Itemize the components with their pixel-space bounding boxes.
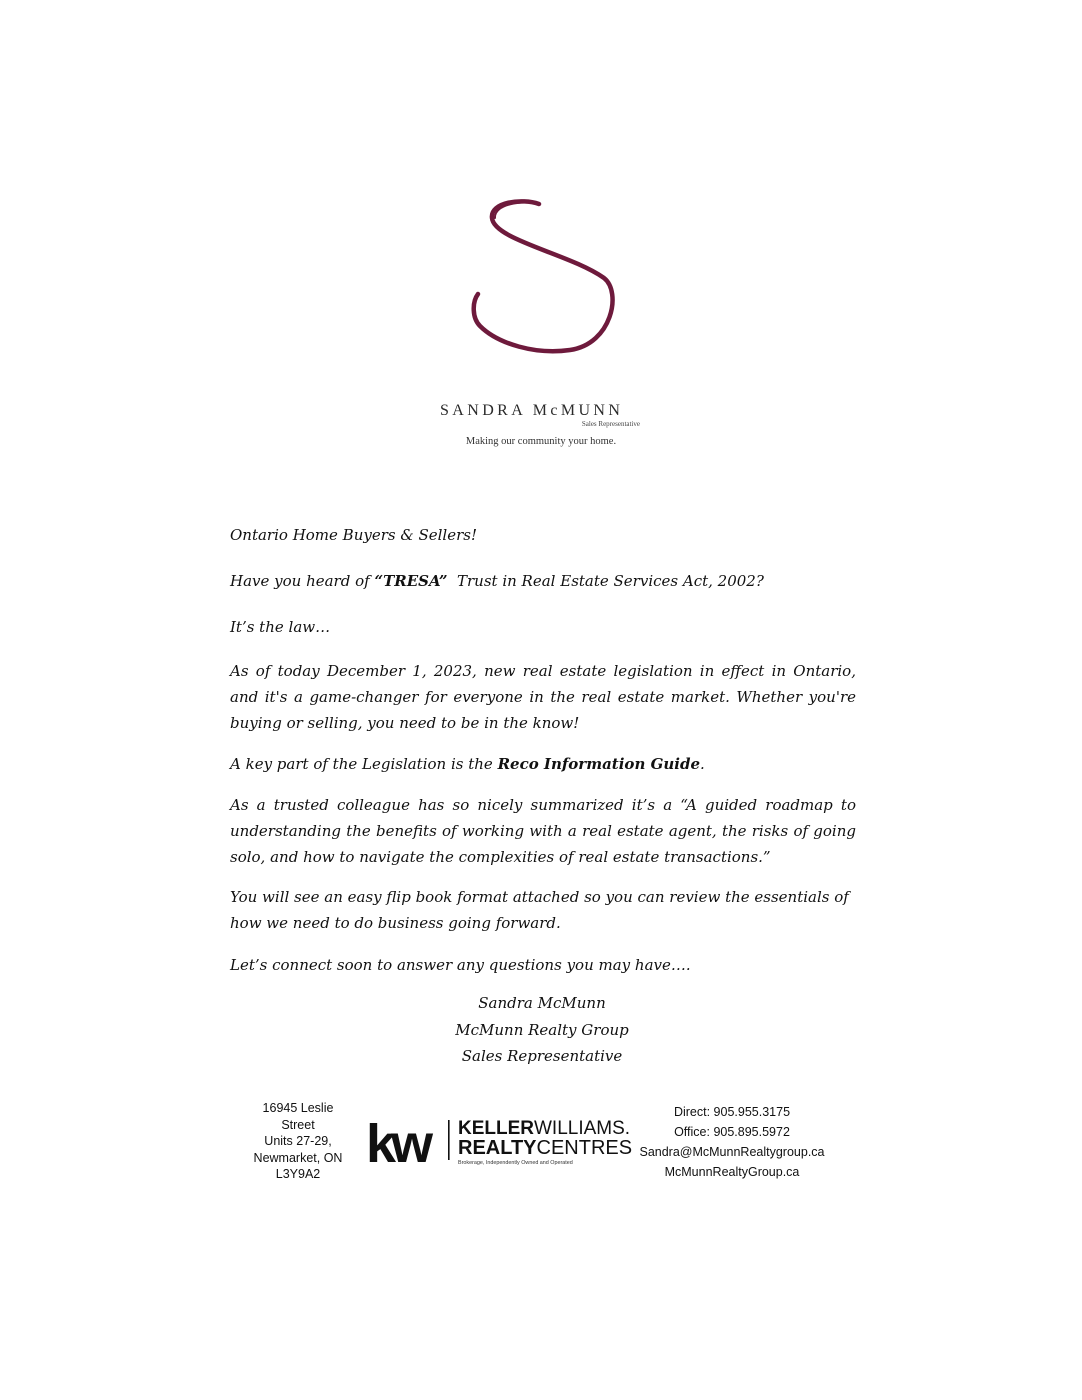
signature-company: McMunn Realty Group xyxy=(455,1020,629,1039)
website-link[interactable]: McMunnRealtyGroup.ca xyxy=(664,1165,800,1179)
address-line: Units 27-29, xyxy=(264,1134,332,1149)
contact-info xyxy=(630,1102,834,1182)
letter-connect-line: Let’s connect soon to answer any questions you may have…. xyxy=(230,956,691,974)
email-link[interactable]: Sandra@McMunnRealtygroup.ca xyxy=(639,1145,825,1159)
signature-title: Sales Representative xyxy=(461,1047,623,1065)
letter-law-line: It’s the law… xyxy=(230,618,331,636)
kw-line-1: KELLERWILLIAMS. xyxy=(458,1118,631,1139)
tresa-name: “TRESA” xyxy=(374,572,448,590)
office-address xyxy=(243,1100,353,1183)
signature-name: Sandra McMunn xyxy=(478,994,606,1012)
address-line: Street xyxy=(281,1117,315,1132)
letter-tresa-question xyxy=(230,568,856,594)
tresa-act-text: Trust in Real Estate Services Act, 2002? xyxy=(447,572,764,590)
direct-phone: Direct: 905.955.3175 xyxy=(673,1105,791,1119)
office-phone: Office: 905.895.5972 xyxy=(674,1125,790,1139)
letter-summary-paragraph: As a trusted colleague has so nicely summarized it’s a “A guided roadmap to understanding the benefits of working with a real estate agent, the risks of going solo, and how to navigate the complexities of real estate transactions.” xyxy=(230,796,856,866)
address-line: 16945 Leslie xyxy=(262,1101,334,1115)
brand-tagline: Making our community your home. xyxy=(465,436,617,447)
address-line: L3Y9A2 xyxy=(275,1167,321,1182)
tresa-intro-text: Have you heard of xyxy=(230,572,375,590)
letter-flipbook-paragraph: You will see an easy flip book format attached so you can review the essentials of how we need to do business going forward. xyxy=(230,888,849,932)
letter-legislation-paragraph: As of today December 1, 2023, new real estate legislation in effect in Ontario, and it's a game-changer for everyone in the real estate market. Whether you're buying or selling, you need to be in the know! xyxy=(230,662,856,732)
guide-intro-text: A key part of the Legislation is the xyxy=(230,755,498,773)
reco-guide-name: Reco Information Guide xyxy=(497,755,701,773)
signature-block xyxy=(420,990,664,1070)
letter-guide-line xyxy=(230,751,856,777)
guide-end-text: . xyxy=(700,755,705,773)
keller-williams-logo xyxy=(366,1114,633,1174)
kw-line-2: REALTYCENTRES xyxy=(458,1137,633,1159)
kw-subline: Brokerage, Independently Owned and Operated xyxy=(458,1160,573,1166)
brand-role: Sales Representative xyxy=(581,420,640,428)
brand-name: SANDRA McMUNN xyxy=(440,402,624,419)
address-line: Newmarket, ON xyxy=(253,1150,343,1165)
sandra-mcmunn-s-logo xyxy=(462,196,622,360)
kw-mark: kw xyxy=(366,1114,429,1174)
letter-greeting: Ontario Home Buyers & Sellers! xyxy=(230,526,477,544)
